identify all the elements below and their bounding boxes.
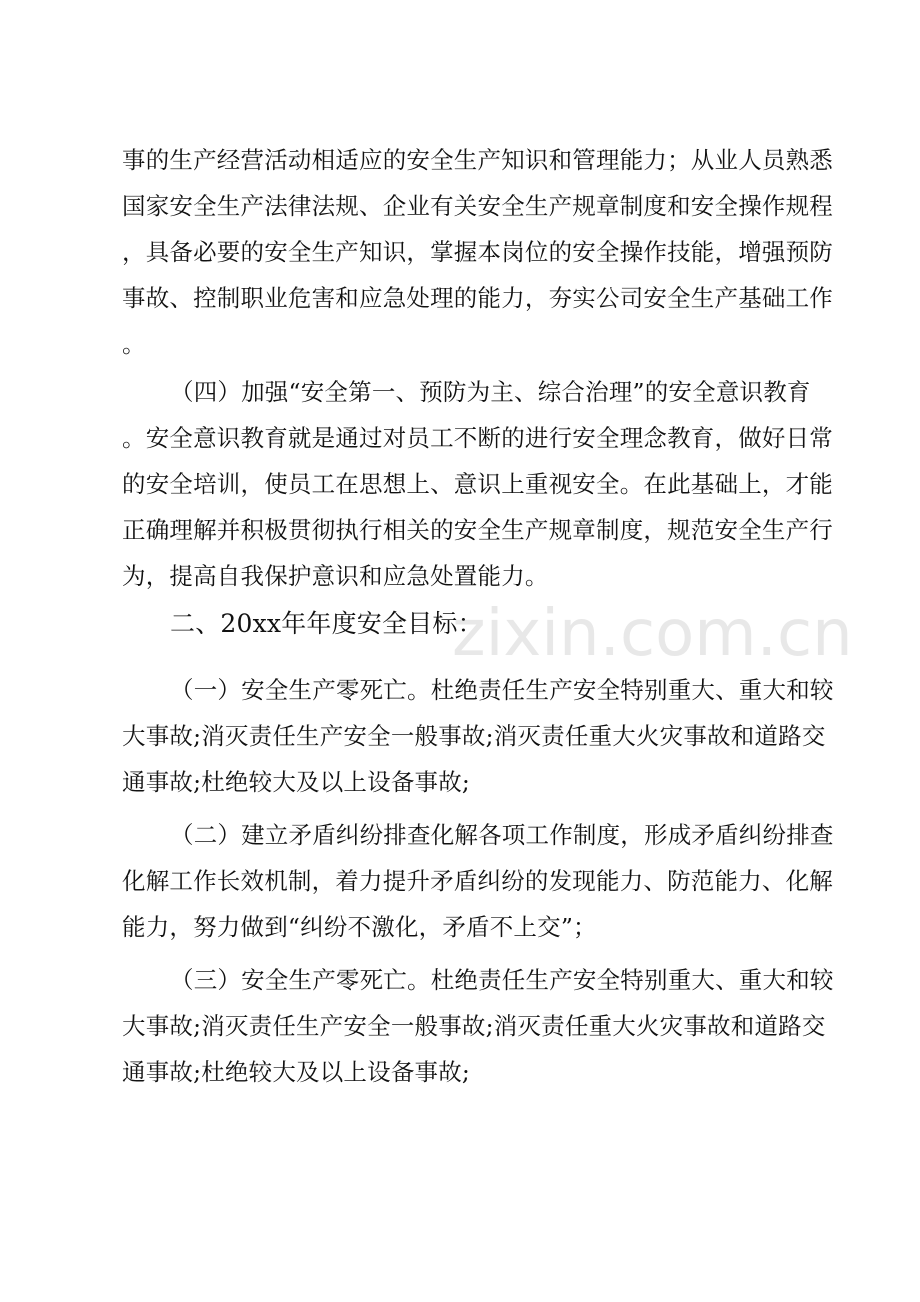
body-line-1: 事的生产经营活动相适应的安全生产知识和管理能力；从业人员熟悉 bbox=[122, 146, 833, 174]
section-heading: 二、20xx年年度安全目标： bbox=[170, 609, 483, 638]
watermark-text: zixin.com.cn bbox=[452, 597, 853, 671]
paragraph-4-line-4: 正确理解并积极贯彻执行相关的安全生产规章制度，规范安全生产行 bbox=[122, 516, 833, 544]
paragraph-4-line-3: 的安全培训，使员工在思想上、意识上重视安全。在此基础上，才能 bbox=[122, 470, 833, 498]
goal-3-line-3: 通事故;杜绝较大及以上设备事故; bbox=[122, 1058, 471, 1086]
paragraph-4-line-1: （四）加强“安全第一、预防为主、综合治理”的安全意识教育 bbox=[170, 378, 811, 406]
goal-3-line-2: 大事故;消灭责任生产安全一般事故;消灭责任重大火灾事故和道路交 bbox=[122, 1012, 826, 1040]
goal-1-line-1: （一）安全生产零死亡。杜绝责任生产安全特别重大、重大和较 bbox=[170, 676, 834, 704]
paragraph-4-line-2: 。安全意识教育就是通过对员工不断的进行安全理念教育，做好日常 bbox=[122, 424, 833, 452]
goal-2-line-2: 化解工作长效机制，着力提升矛盾纠纷的发现能力、防范能力、化解 bbox=[122, 867, 833, 895]
goal-2-line-3: 能力，努力做到“纠纷不激化，矛盾不上交”； bbox=[122, 913, 597, 941]
goal-1-line-3: 通事故;杜绝较大及以上设备事故; bbox=[122, 768, 471, 796]
goal-2-line-1: （二）建立矛盾纠纷排查化解各项工作制度，形成矛盾纠纷排查 bbox=[170, 821, 834, 849]
goal-1-line-2: 大事故;消灭责任生产安全一般事故;消灭责任重大火灾事故和道路交 bbox=[122, 722, 826, 750]
body-line-3: ，具备必要的安全生产知识，掌握本岗位的安全操作技能，增强预防 bbox=[122, 238, 833, 266]
body-line-4: 事故、控制职业危害和应急处理的能力，夯实公司安全生产基础工作 bbox=[122, 284, 833, 312]
body-line-2: 国家安全生产法律法规、企业有关安全生产规章制度和安全操作规程 bbox=[122, 192, 833, 220]
body-line-5: 。 bbox=[122, 330, 146, 358]
goal-3-line-1: （三）安全生产零死亡。杜绝责任生产安全特别重大、重大和较 bbox=[170, 966, 834, 994]
paragraph-4-line-5: 为，提高自我保护意识和应急处置能力。 bbox=[122, 562, 549, 590]
